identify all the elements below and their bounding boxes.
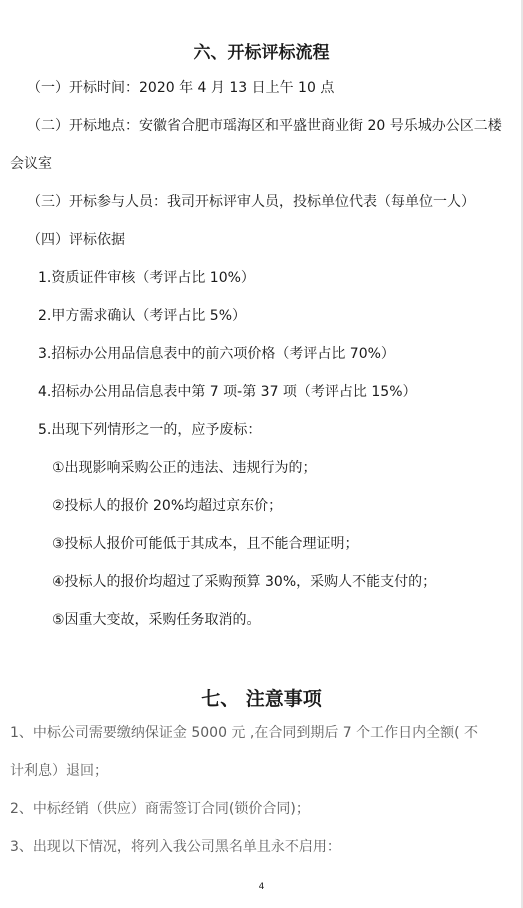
criterion-item: 2.甲方需求确认（考评占比 5%） [38,308,247,324]
criterion-item: 3.招标办公用品信息表中的前六项价格（考评占比 70%） [38,346,395,362]
section-7-heading: 七、 注意事项 [201,688,322,710]
void-condition: ④投标人的报价均超过了采购预算 30%，采购人不能支付的； [52,574,437,590]
opening-location-cont: 会议室 [10,156,52,172]
void-condition: ②投标人的报价 20%均超过京东价； [52,498,283,514]
criterion-item: 5.出现下列情形之一的，应予废标： [38,422,262,438]
void-condition: ⑤因重大变故，采购任务取消的。 [52,612,261,628]
void-condition: ③投标人报价可能低于其成本，且不能合理证明； [52,536,359,552]
evaluation-basis: （四）评标依据 [27,232,125,248]
opening-participants: （三）开标参与人员：我司开标评审人员，投标单位代表（每单位一人） [27,194,475,210]
notice-item: 1、中标公司需要缴纳保证金 5000 元 ,在合同到期后 7 个工作日内全额( 不 [10,725,479,741]
page-number: 4 [258,882,265,892]
criterion-item: 4.招标办公用品信息表中第 7 项-第 37 项（考评占比 15%） [38,384,417,400]
section-6-heading: 六、开标评标流程 [193,43,330,63]
opening-time: （一）开标时间：2020 年 4 月 13 日上午 10 点 [27,80,335,96]
opening-location: （二）开标地点：安徽省合肥市瑶海区和平盛世商业街 20 号乐城办公区二楼 [27,118,502,134]
notice-item-cont: 计利息）退回； [10,763,108,779]
notice-item: 2、中标经销（供应）商需签订合同(锁价合同)； [10,801,310,817]
notice-item: 3、出现以下情况，将列入我公司黑名单且永不启用： [10,839,341,855]
void-condition: ①出现影响采购公正的违法、违规行为的； [52,460,317,476]
criterion-item: 1.资质证件审核（考评占比 10%） [38,270,255,286]
